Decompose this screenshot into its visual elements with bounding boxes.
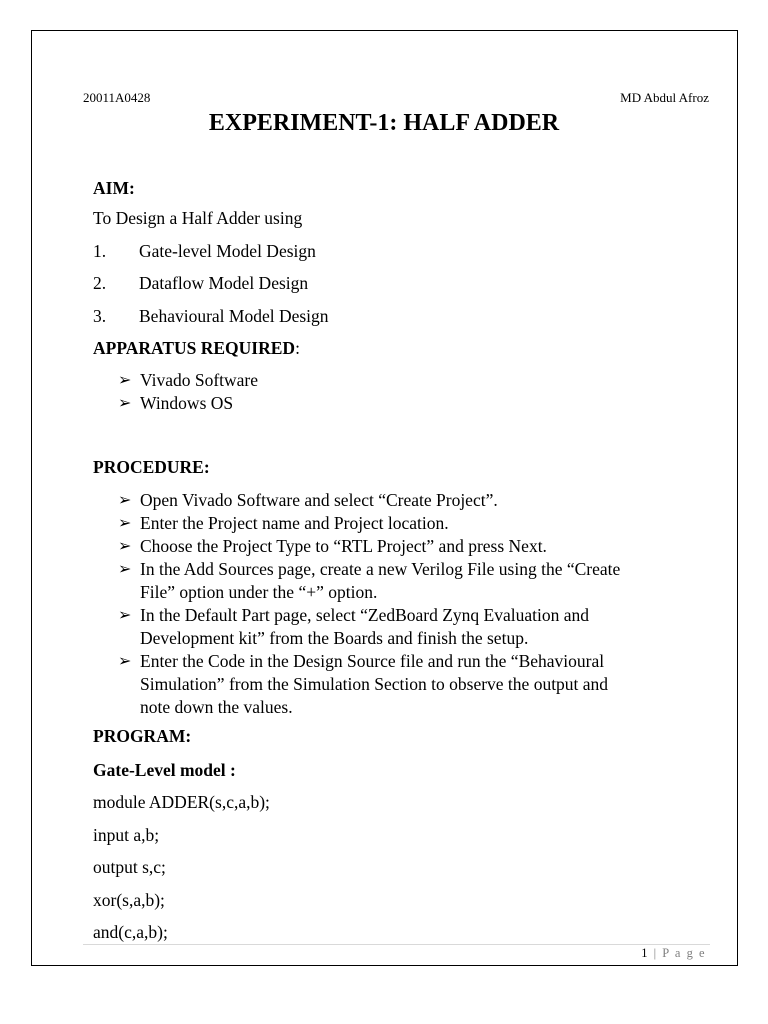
aim-item [93,273,308,294]
code-line: module ADDER(s,c,a,b); [93,792,270,812]
page-number: 1 [641,946,650,960]
aim-item-number: 2. [93,273,107,293]
page-title: EXPERIMENT-1: HALF ADDER [208,110,560,136]
list-item [118,489,620,512]
procedure-step-line: Simulation” from the Simulation Section to observe the output and [140,674,609,694]
page-footer [641,946,706,961]
list-item [118,512,620,535]
roll-number: 20011A0428 [83,90,151,105]
procedure-step-line: Enter the Code in the Design Source file and run the “Behavioural [140,651,605,671]
list-item [118,604,620,650]
apparatus-heading [93,338,300,359]
apparatus-list [118,369,258,415]
arrow-bullet-icon: ➢ [118,372,132,389]
procedure-step-line: In the Add Sources page, create a new Verilog File using the “Create [140,559,621,579]
aim-intro: To Design a Half Adder using [93,208,303,228]
arrow-bullet-icon: ➢ [118,492,132,509]
aim-item-text: Dataflow Model Design [139,273,309,293]
apparatus-item-text: Vivado Software [140,370,259,390]
aim-item-text: Behavioural Model Design [139,306,329,326]
program-subheading: Gate-Level model : [93,760,236,780]
list-item [118,535,620,558]
program-heading: PROGRAM: [93,726,192,746]
author-name: MD Abdul Afroz [620,90,709,105]
apparatus-item-text: Windows OS [140,393,234,413]
procedure-step-line: note down the values. [140,697,293,717]
apparatus-heading-text: APPARATUS REQUIRED [93,338,296,358]
procedure-step-line: Development kit” from the Boards and finish the setup. [140,628,529,648]
aim-item [93,241,316,262]
code-line: xor(s,a,b); [93,890,165,910]
list-item [118,392,258,415]
procedure-step-line: In the Default Part page, select “ZedBoard Zynq Evaluation and [140,605,590,625]
page-label: P a g e [662,946,706,960]
arrow-bullet-icon: ➢ [118,607,132,624]
arrow-bullet-icon: ➢ [118,653,132,670]
procedure-step-line: File” option under the “+” option. [140,582,378,602]
footer-divider [83,944,710,945]
list-item [118,558,620,604]
aim-item-text: Gate-level Model Design [139,241,316,261]
procedure-step-line: Open Vivado Software and select “Create Project”. [140,490,498,510]
aim-heading: AIM: [93,178,135,198]
procedure-list [118,489,620,719]
code-line: input a,b; [93,825,160,845]
page-separator: | [649,946,663,960]
procedure-step-line: Enter the Project name and Project location. [140,513,449,533]
list-item [118,369,258,392]
procedure-step-line: Choose the Project Type to “RTL Project” and press Next. [140,536,547,556]
aim-item-number: 3. [93,306,107,326]
aim-item [93,306,329,327]
list-item [118,650,620,719]
arrow-bullet-icon: ➢ [118,561,132,578]
aim-item-number: 1. [93,241,107,261]
procedure-heading: PROCEDURE: [93,457,210,477]
code-line: output s,c; [93,857,166,877]
arrow-bullet-icon: ➢ [118,515,132,532]
apparatus-heading-colon: : [295,338,300,358]
code-line: and(c,a,b); [93,922,168,942]
arrow-bullet-icon: ➢ [118,538,132,555]
arrow-bullet-icon: ➢ [118,395,132,412]
